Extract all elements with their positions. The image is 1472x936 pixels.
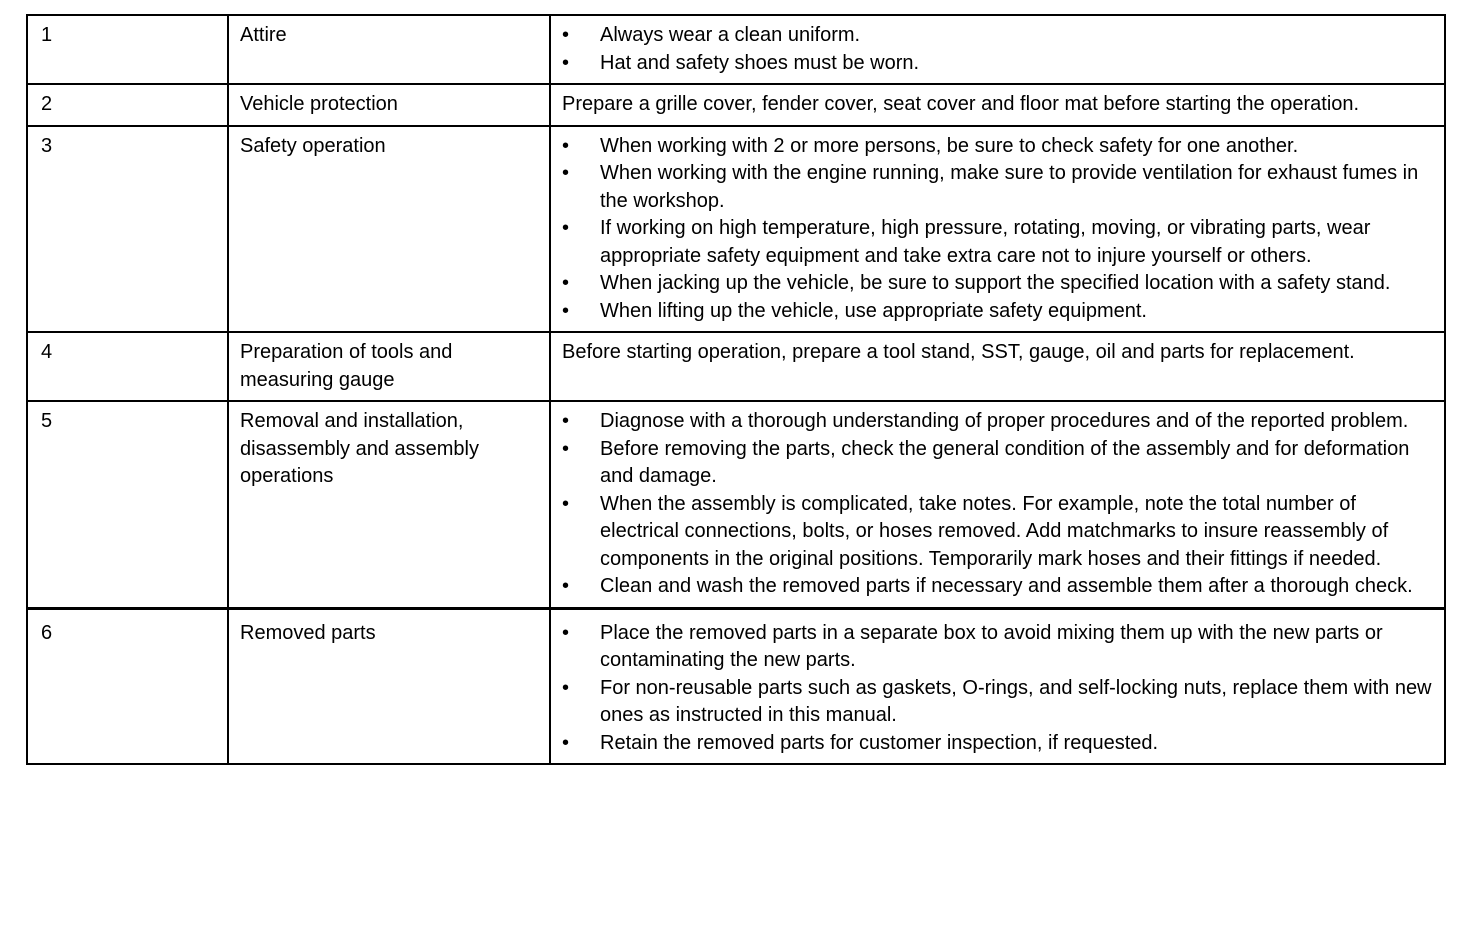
table-row <box>27 401 1445 608</box>
row-description <box>550 126 1445 333</box>
row-number: 3 <box>27 126 228 333</box>
row-number: 6 <box>27 608 228 764</box>
list-item <box>562 298 1434 326</box>
bullet-icon: • <box>562 272 570 294</box>
list-item <box>562 573 1434 601</box>
bullet-icon: • <box>562 492 570 515</box>
row-description <box>550 332 1445 401</box>
precautions-table <box>26 14 1446 765</box>
bullet-icon: • <box>562 575 570 597</box>
row-item: Removal and installation, disassembly and assembly operations <box>228 401 550 608</box>
table-row <box>27 608 1445 764</box>
bullet-icon: • <box>562 24 570 46</box>
list-item <box>562 22 1434 50</box>
row-description <box>550 84 1445 126</box>
bullet-icon: • <box>562 621 570 644</box>
list-item-text: For non-reusable parts such as gaskets, O-rings, and self-locking nuts, replace them with new ones as instructed in this manual. <box>600 676 1432 726</box>
table-row <box>27 126 1445 333</box>
list-item-text: When working with 2 or more persons, be sure to check safety for one another. <box>600 134 1299 157</box>
bullet-icon: • <box>562 51 570 74</box>
bullet-icon: • <box>562 731 570 754</box>
list-item-text: Retain the removed parts for customer inspection, if requested. <box>600 731 1159 754</box>
bullet-list <box>562 22 1434 77</box>
row-description <box>550 608 1445 764</box>
bullet-list <box>562 133 1434 326</box>
list-item <box>562 730 1434 758</box>
bullet-icon: • <box>562 217 570 239</box>
list-item-text: Place the removed parts in a separate box to avoid mixing them up with the new parts or contaminating the new parts. <box>600 621 1383 671</box>
bullet-list <box>562 408 1434 601</box>
description-text: Prepare a grille cover, fender cover, seat cover and floor mat before starting the operation. <box>562 93 1360 115</box>
list-item <box>562 215 1434 270</box>
row-description <box>550 401 1445 608</box>
row-item: Vehicle protection <box>228 84 550 126</box>
list-item <box>562 270 1434 298</box>
list-item <box>562 160 1434 215</box>
row-description <box>550 15 1445 84</box>
row-item: Removed parts <box>228 608 550 764</box>
list-item-text: When jacking up the vehicle, be sure to support the specified location with a safety stand. <box>600 272 1391 294</box>
list-item <box>562 675 1434 730</box>
row-number: 2 <box>27 84 228 126</box>
row-item: Preparation of tools and measuring gauge <box>228 332 550 401</box>
list-item <box>562 491 1434 574</box>
list-item-text: Clean and wash the removed parts if necessary and assemble them after a thorough check. <box>600 575 1413 597</box>
row-item: Safety operation <box>228 126 550 333</box>
list-item <box>562 620 1434 675</box>
list-item-text: Before removing the parts, check the general condition of the assembly and for deformation and damage. <box>600 437 1410 487</box>
list-item-text: If working on high temperature, high pressure, rotating, moving, or vibrating parts, wear appropriate safety equipment and take extra care not to injure yourself or others. <box>600 217 1371 267</box>
bullet-icon: • <box>562 410 570 432</box>
bullet-icon: • <box>562 134 570 157</box>
list-item-text: Hat and safety shoes must be worn. <box>600 51 920 74</box>
list-item <box>562 408 1434 436</box>
list-item-text: When lifting up the vehicle, use appropriate safety equipment. <box>600 299 1147 322</box>
bullet-list <box>562 620 1434 758</box>
bullet-icon: • <box>562 676 570 699</box>
list-item-text: Diagnose with a thorough understanding of proper procedures and of the reported problem. <box>600 410 1409 432</box>
list-item <box>562 50 1434 78</box>
table-row <box>27 15 1445 84</box>
list-item <box>562 133 1434 161</box>
description-text: Before starting operation, prepare a tool stand, SST, gauge, oil and parts for replacement. <box>562 341 1355 363</box>
list-item-text: Always wear a clean uniform. <box>600 24 861 46</box>
row-number: 4 <box>27 332 228 401</box>
list-item-text: When the assembly is complicated, take notes. For example, note the total number of electrical connections, bolts, or hoses removed. Add matchmarks to insure reassembly of components in the original positions. Temporarily mark hoses and their fittings if needed. <box>600 492 1389 570</box>
row-number: 5 <box>27 401 228 608</box>
row-item: Attire <box>228 15 550 84</box>
row-number: 1 <box>27 15 228 84</box>
table-row <box>27 332 1445 401</box>
list-item <box>562 436 1434 491</box>
bullet-icon: • <box>562 162 570 184</box>
table-row <box>27 84 1445 126</box>
bullet-icon: • <box>562 299 570 322</box>
bullet-icon: • <box>562 437 570 460</box>
list-item-text: When working with the engine running, make sure to provide ventilation for exhaust fumes in the workshop. <box>600 162 1419 212</box>
